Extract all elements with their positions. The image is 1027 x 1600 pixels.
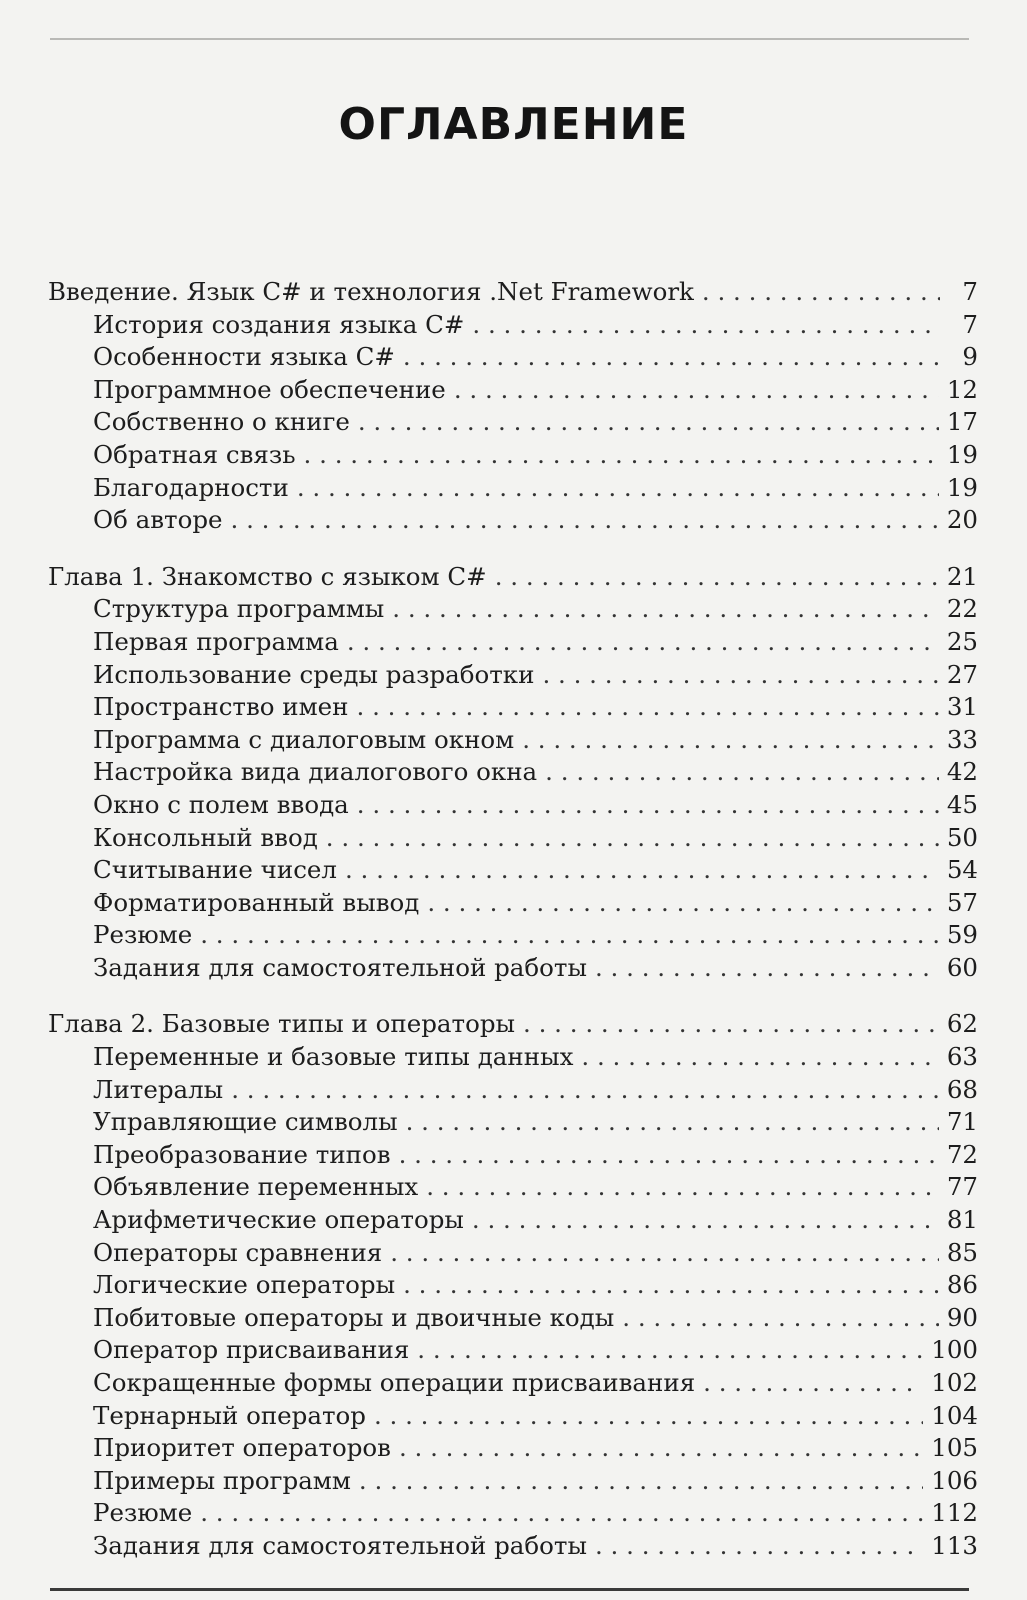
toc-page-number: 7 [962, 277, 978, 306]
toc-item[interactable] [48, 887, 978, 920]
toc-section-chapter-2 [48, 1008, 978, 1562]
dot-leader [200, 1497, 923, 1530]
toc-page-number: 25 [946, 626, 978, 656]
toc-page-number: 20 [946, 505, 978, 535]
dot-leader [702, 276, 940, 309]
toc-entry-label: Настройка вида диалогового окна [93, 757, 538, 787]
dot-leader [581, 1041, 938, 1074]
page-title: ОГЛАВЛЕНИЕ [338, 99, 689, 151]
toc-entry-label: Считывание чисел [93, 855, 337, 885]
dot-leader [495, 561, 939, 594]
toc-page-number: 81 [946, 1205, 978, 1235]
toc-entry-label: Логические операторы [93, 1270, 396, 1300]
dot-leader [392, 593, 939, 626]
toc-item[interactable] [48, 822, 978, 855]
toc-entry-label: Глава 1. Знакомство с языком C# [48, 561, 487, 591]
toc-page-number: 85 [946, 1237, 978, 1267]
dot-leader [345, 854, 939, 887]
dot-leader [399, 1432, 923, 1465]
toc-entry-label: Особенности языка C# [93, 342, 395, 372]
toc-page-number: 22 [946, 594, 978, 624]
dot-leader [200, 919, 939, 952]
toc-item[interactable] [48, 1497, 978, 1530]
toc-page-number: 45 [946, 789, 978, 819]
toc-item[interactable] [48, 1074, 978, 1107]
toc-entry-label: Структура программы [93, 594, 385, 624]
dot-leader [426, 1171, 939, 1204]
toc-page-number: 104 [931, 1400, 978, 1430]
toc-item[interactable] [48, 1041, 978, 1074]
toc-entry-label: Тернарный оператор [93, 1400, 366, 1430]
dot-leader [427, 887, 938, 920]
toc-page-number: 9 [962, 342, 978, 372]
toc-entry-label: Литералы [93, 1074, 224, 1104]
toc-item[interactable] [48, 1334, 978, 1367]
toc-page-number: 7 [962, 309, 978, 339]
dot-leader [390, 1237, 939, 1270]
toc-page-number: 105 [931, 1433, 978, 1463]
toc-item[interactable] [48, 1367, 978, 1400]
toc-item[interactable] [48, 952, 978, 985]
toc-item[interactable] [48, 1171, 978, 1204]
toc-item[interactable] [48, 691, 978, 724]
top-rule [50, 38, 969, 40]
toc-item[interactable] [48, 341, 978, 374]
toc-entry-label: Резюме [93, 1498, 193, 1528]
toc-entry-label: Использование среды разработки [93, 659, 535, 689]
dot-leader [523, 1008, 939, 1041]
toc-item[interactable] [48, 1237, 978, 1270]
toc-entry-label: Форматированный вывод [93, 887, 420, 917]
toc-entry-label: Глава 2. Базовые типы и операторы [48, 1009, 516, 1039]
dot-leader [347, 626, 939, 659]
toc-entry-label: Задания для самостоятельной работы [93, 1530, 587, 1560]
dot-leader [454, 374, 939, 407]
toc-page-number: 57 [946, 887, 978, 917]
dot-leader [403, 1269, 939, 1302]
toc-entry-label: Введение. Язык C# и технология .Net Framework [48, 277, 694, 306]
toc-item[interactable] [48, 1400, 978, 1433]
toc-page-number: 77 [946, 1172, 978, 1202]
toc-item[interactable] [48, 919, 978, 952]
toc-item[interactable] [48, 1465, 978, 1498]
toc-entry-label: Окно с полем ввода [93, 789, 349, 819]
toc-entry-label: Благодарности [93, 472, 289, 502]
toc-chapter-heading[interactable] [48, 276, 978, 309]
dot-leader [326, 822, 939, 855]
dot-leader [358, 406, 939, 439]
dot-leader [595, 1530, 923, 1563]
toc-page-number: 33 [946, 724, 978, 754]
toc-page-number: 90 [946, 1302, 978, 1332]
dot-leader [304, 439, 939, 472]
toc-entry-label: Примеры программ [93, 1465, 351, 1495]
toc-entry-label: Собственно о книге [93, 407, 350, 437]
toc-entry-label: Консольный ввод [93, 822, 318, 852]
toc-page-number: 106 [931, 1465, 978, 1495]
toc-entry-label: Задания для самостоятельной работы [93, 952, 587, 982]
toc-chapter-heading[interactable] [48, 561, 978, 594]
toc-page-number: 31 [946, 692, 978, 722]
dot-leader [522, 724, 939, 757]
toc-item[interactable] [48, 756, 978, 789]
toc-item[interactable] [48, 789, 978, 822]
dot-leader [703, 1367, 923, 1400]
dot-leader [357, 691, 939, 724]
toc-page-number: 71 [946, 1107, 978, 1137]
dot-leader [359, 1465, 923, 1498]
toc-entry-label: Объявление переменных [93, 1172, 419, 1202]
toc-page-number: 68 [946, 1074, 978, 1104]
toc-entry-label: Приоритет операторов [93, 1433, 391, 1463]
toc-item[interactable] [48, 854, 978, 887]
dot-leader [403, 341, 940, 374]
dot-leader [545, 756, 939, 789]
dot-leader [231, 1074, 939, 1107]
toc-page-number: 63 [946, 1042, 978, 1072]
dot-leader [622, 1302, 939, 1335]
toc-page-number: 59 [946, 920, 978, 950]
toc-entry-label: Побитовые операторы и двоичные коды [93, 1302, 615, 1332]
dot-leader [406, 1106, 939, 1139]
toc-page-number: 12 [946, 374, 978, 404]
toc-page-number: 50 [946, 822, 978, 852]
dot-leader [399, 1139, 939, 1172]
toc-entry-label: Оператор присваивания [93, 1335, 410, 1365]
toc-page-number: 21 [946, 561, 978, 591]
toc-item[interactable] [48, 1204, 978, 1237]
toc-page-number: 113 [931, 1530, 978, 1560]
dot-leader [595, 952, 939, 985]
toc-item[interactable] [48, 309, 978, 342]
toc-item[interactable] [48, 1302, 978, 1335]
bottom-rule [50, 1588, 969, 1591]
toc-item[interactable] [48, 406, 978, 439]
toc-page-number: 102 [931, 1368, 978, 1397]
toc-page-number: 86 [946, 1270, 978, 1300]
dot-leader [417, 1334, 923, 1367]
toc-page-number: 19 [946, 472, 978, 502]
toc-chapter-heading[interactable] [48, 1008, 978, 1041]
toc-entry-label: Управляющие символы [93, 1107, 398, 1137]
toc-entry-label: Пространство имен [93, 692, 349, 722]
toc-entry-label: Программное обеспечение [93, 374, 446, 404]
toc-page-number: 19 [946, 439, 978, 469]
toc-page-number: 42 [946, 757, 978, 787]
toc-item[interactable] [48, 1269, 978, 1302]
dot-leader [542, 659, 938, 692]
toc-item[interactable] [48, 439, 978, 472]
dot-leader [297, 472, 939, 505]
dot-leader [472, 309, 940, 342]
toc-entry-label: Резюме [93, 920, 193, 950]
toc-page-number: 17 [946, 407, 978, 437]
toc-entry-label: Программа с диалоговым окном [93, 724, 515, 754]
toc-item[interactable] [48, 659, 978, 692]
toc-item[interactable] [48, 1432, 978, 1465]
toc-entry-label: Обратная связь [93, 439, 296, 469]
toc-item[interactable] [48, 1530, 978, 1563]
toc-entry-label: История создания языка C# [93, 309, 465, 339]
dot-leader [374, 1400, 923, 1433]
toc-section-chapter-1 [48, 561, 978, 985]
toc-page-number: 100 [931, 1335, 978, 1365]
toc-entry-label: Переменные и базовые типы данных [93, 1042, 574, 1072]
toc-item[interactable] [48, 724, 978, 757]
toc-item[interactable] [48, 504, 978, 537]
toc-page-number: 27 [946, 659, 978, 689]
toc-page-number: 62 [946, 1009, 978, 1039]
toc-entry-label: Операторы сравнения [93, 1237, 383, 1267]
dot-leader [231, 504, 939, 537]
toc-page-number: 72 [946, 1139, 978, 1169]
dot-leader [472, 1204, 939, 1237]
toc-item[interactable] [48, 593, 978, 626]
toc-item[interactable] [48, 1106, 978, 1139]
toc-item[interactable] [48, 374, 978, 407]
dot-leader [357, 789, 939, 822]
toc-page-number: 112 [931, 1498, 978, 1528]
toc-item[interactable] [48, 1139, 978, 1172]
table-of-contents [48, 276, 978, 1563]
toc-entry-label: Об авторе [93, 505, 223, 535]
toc-section-introduction [48, 276, 978, 537]
toc-entry-label: Первая программа [93, 626, 339, 656]
toc-entry-label: Арифметические операторы [93, 1205, 464, 1235]
toc-item[interactable] [48, 626, 978, 659]
toc-page-number: 54 [946, 855, 978, 885]
toc-page-number: 60 [946, 952, 978, 982]
toc-item[interactable] [48, 472, 978, 505]
toc-entry-label: Преобразование типов [93, 1139, 391, 1169]
toc-entry-label: Сокращенные формы операции присваивания [93, 1368, 696, 1397]
